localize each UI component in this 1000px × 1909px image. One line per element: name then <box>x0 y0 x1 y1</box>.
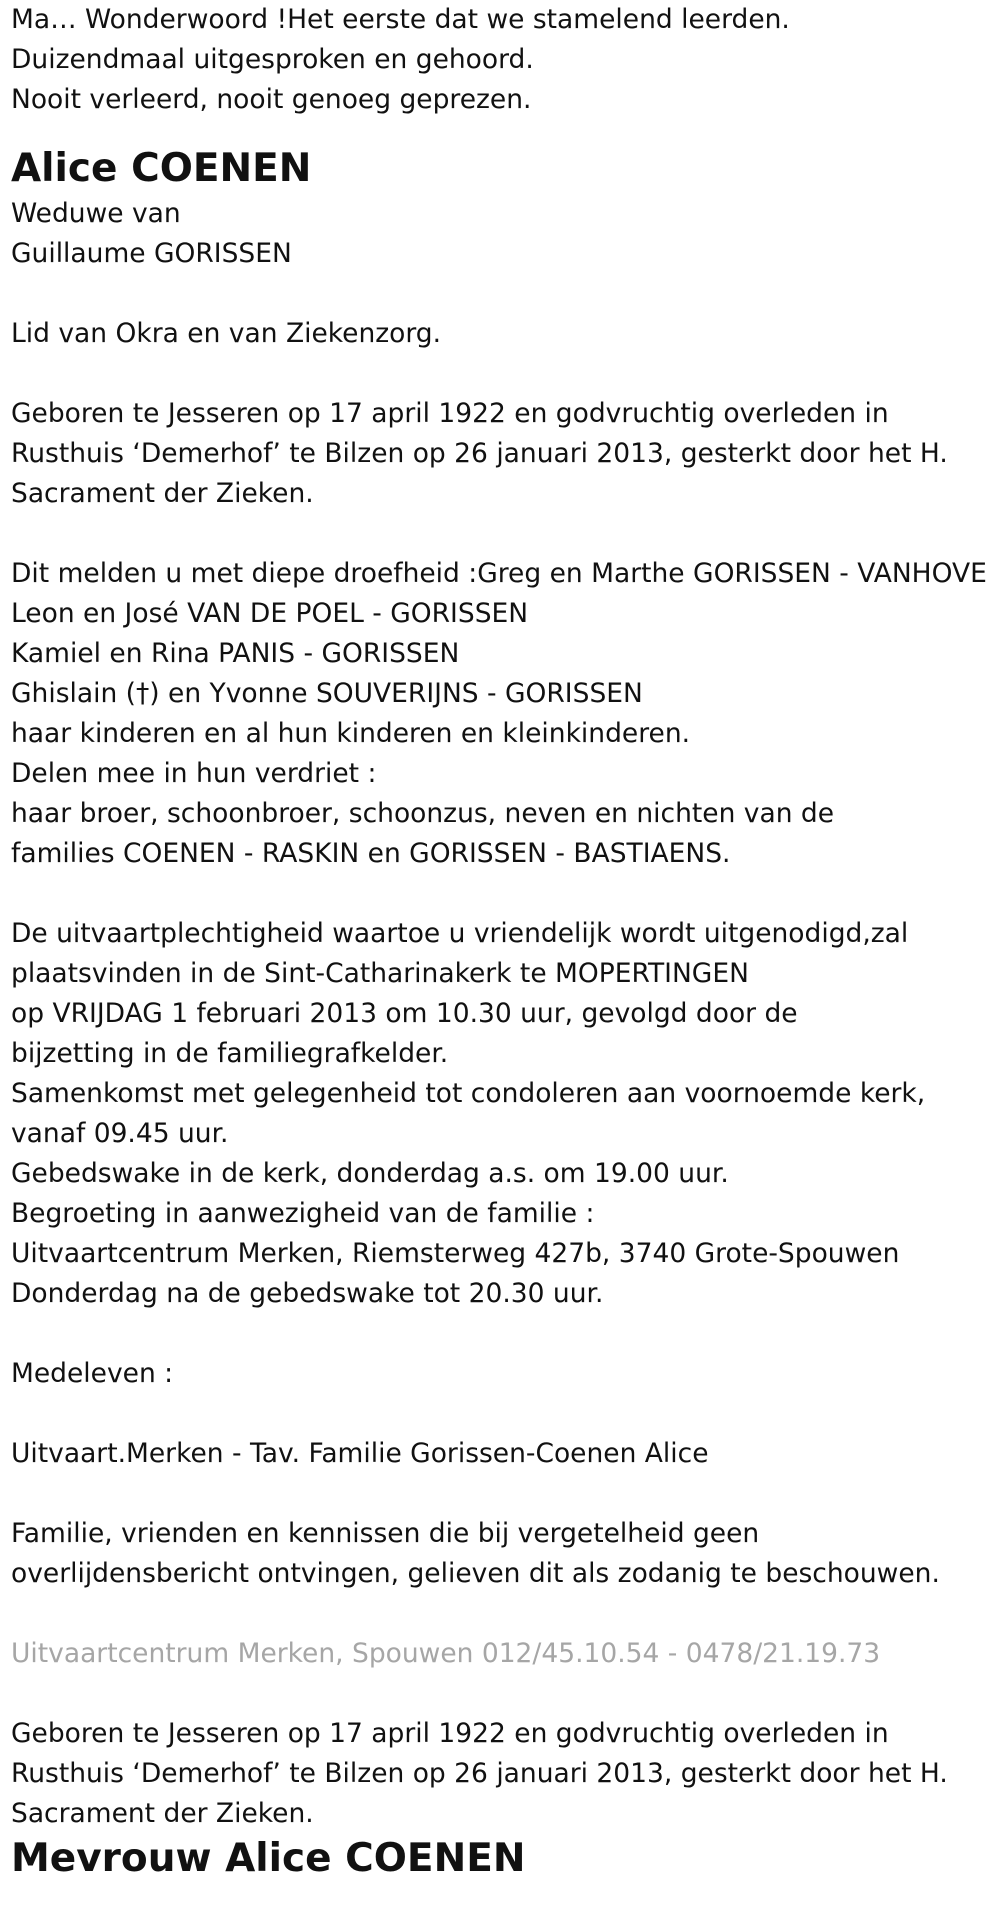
ceremony-line: plaatsvinden in de Sint-Catharinakerk te MOPERTINGEN <box>11 958 749 989</box>
family-line: Kamiel en Rina PANIS - GORISSEN <box>11 638 460 669</box>
ceremony-line: op VRIJDAG 1 februari 2013 om 10.30 uur, gevolgd door de <box>11 998 798 1029</box>
condolence-address: Uitvaart.Merken - Tav. Familie Gorissen-Coenen Alice <box>11 1438 709 1469</box>
spouse-name: Guillaume GORISSEN <box>11 238 292 269</box>
birth-death-line: Geboren te Jesseren op 17 april 1922 en godvruchtig overleden in <box>11 398 889 429</box>
ceremony-line: bijzetting in de familiegrafkelder. <box>11 1038 449 1069</box>
ceremony-line: Begroeting in aanwezigheid van de familie : <box>11 1198 595 1229</box>
deceased-name: Alice COENEN <box>11 146 312 191</box>
ceremony-section <box>11 914 1000 1314</box>
spacer <box>11 1314 1000 1354</box>
spacer <box>11 1474 1000 1514</box>
poem-line: Ma… Wonderwoord !Het eerste dat we stamelend leerden. <box>11 4 790 35</box>
ceremony-line: De uitvaartplechtigheid waartoe u vriendelijk wordt uitgenodigd,zal <box>11 918 909 949</box>
funeral-home-contact: Uitvaartcentrum Merken, Spouwen 012/45.10.54 - 0478/21.19.73 <box>11 1638 881 1669</box>
spouse-label: Weduwe van <box>11 198 181 229</box>
birth-death-line: Rusthuis ‘Demerhof’ te Bilzen op 26 januari 2013, gesterkt door het H. <box>11 438 948 469</box>
poem-line: Duizendmaal uitgesproken en gehoord. <box>11 44 534 75</box>
family-line: haar broer, schoonbroer, schoonzus, neven en nichten van de <box>11 798 835 829</box>
ceremony-line: Samenkomst met gelegenheid tot condoleren aan voornoemde kerk, <box>11 1078 926 1109</box>
birth-death-section <box>11 394 1000 514</box>
ceremony-line: Donderdag na de gebedswake tot 20.30 uur. <box>11 1278 604 1309</box>
membership-text: Lid van Okra en van Ziekenzorg. <box>11 318 442 349</box>
birth-death-line: Rusthuis ‘Demerhof’ te Bilzen op 26 januari 2013, gesterkt door het H. <box>11 1758 948 1789</box>
obituary-document <box>11 0 1000 1884</box>
family-line: haar kinderen en al hun kinderen en kleinkinderen. <box>11 718 691 749</box>
spacer <box>11 120 1000 144</box>
spacer <box>11 274 1000 314</box>
spacer <box>11 1594 1000 1634</box>
formal-name: Mevrouw Alice COENEN <box>11 1836 526 1881</box>
ceremony-line: vanaf 09.45 uur. <box>11 1118 229 1149</box>
poem-line: Nooit verleerd, nooit genoeg geprezen. <box>11 84 532 115</box>
spacer <box>11 1674 1000 1714</box>
notice-line: Familie, vrienden en kennissen die bij vergetelheid geen <box>11 1518 760 1549</box>
family-section <box>11 554 1000 874</box>
spacer <box>11 1394 1000 1434</box>
ceremony-line: Gebedswake in de kerk, donderdag a.s. om 19.00 uur. <box>11 1158 729 1189</box>
spacer <box>11 514 1000 554</box>
birth-death-line: Sacrament der Zieken. <box>11 478 314 509</box>
notice-line: overlijdensbericht ontvingen, gelieven dit als zodanig te beschouwen. <box>11 1558 940 1589</box>
spacer <box>11 874 1000 914</box>
notice-section <box>11 1514 1000 1594</box>
birth-death-repeat-section <box>11 1714 1000 1834</box>
spacer <box>11 354 1000 394</box>
condolence-label: Medeleven : <box>11 1358 174 1389</box>
birth-death-line: Sacrament der Zieken. <box>11 1798 314 1829</box>
family-line: Dit melden u met diepe droefheid :Greg en Marthe GORISSEN - VANHOVE <box>11 558 987 589</box>
family-line: Ghislain (†) en Yvonne SOUVERIJNS - GORISSEN <box>11 678 643 709</box>
birth-death-line: Geboren te Jesseren op 17 april 1922 en godvruchtig overleden in <box>11 1718 889 1749</box>
intro-poem <box>11 0 1000 120</box>
family-line: Leon en José VAN DE POEL - GORISSEN <box>11 598 529 629</box>
ceremony-line: Uitvaartcentrum Merken, Riemsterweg 427b, 3740 Grote-Spouwen <box>11 1238 900 1269</box>
family-line: Delen mee in hun verdriet : <box>11 758 377 789</box>
family-line: families COENEN - RASKIN en GORISSEN - BASTIAENS. <box>11 838 731 869</box>
